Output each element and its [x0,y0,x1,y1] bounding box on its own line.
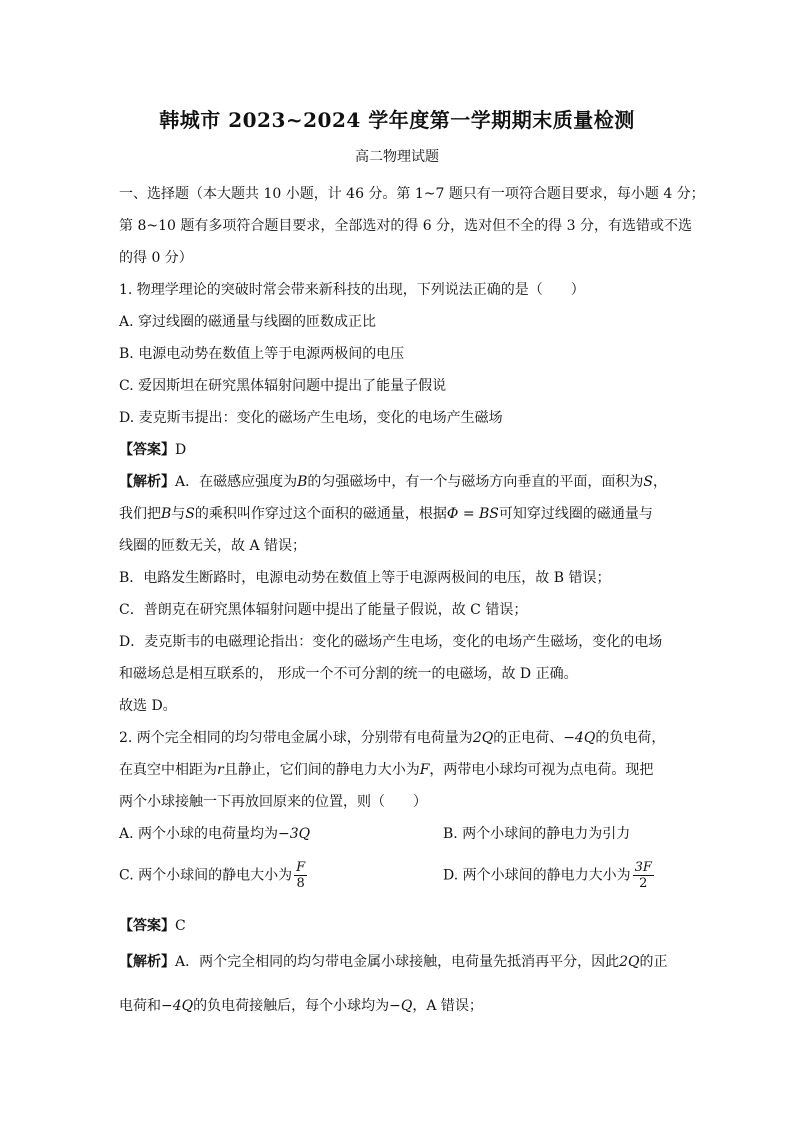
q1-answer-tag: 【答案】 [119,442,175,458]
text-run: 的乘积叫作穿过这个面积的磁通量，根据 [194,506,447,522]
exam-subtitle: 高二物理试题 [355,149,439,165]
math-var: −Q [389,998,413,1014]
q2-option-d [443,860,656,891]
q1-answer-value: D [175,442,187,458]
section-instructions-line-1: 一、选择题（本大题共 10 小题，计 46 分。第 1~7 题只有一项符合题目要求，每小题 4 分； [119,186,705,202]
fraction [294,860,307,891]
fraction-denominator: 2 [639,876,648,891]
text-run: A．两个完全相同的均匀带电金属小球接触，电荷量先抵消再平分，因此 [175,954,620,970]
text-run: 的正 [639,954,668,970]
q1-explanation-line-8: 故选 D。 [119,698,177,714]
q1-explanation-line-2 [119,503,653,523]
fraction-numerator: 3F [634,860,652,875]
q2-stem-line-2 [119,759,653,779]
math-var: −4Q [563,730,596,746]
q2-answer [119,915,186,935]
text-run: 我们把 [119,506,161,522]
q2-answer-tag: 【答案】 [119,918,175,934]
text-run: 电荷和 [119,998,161,1014]
fraction [633,860,654,891]
q1-option-a: A. 穿过线圈的磁通量与线圈的匝数成正比 [119,314,377,330]
q1-stem: 1. 物理学理论的突破时常会带来新科技的出现，下列说法正确的是（ ） [119,282,585,298]
q1-option-d: D. 麦克斯韦提出：变化的磁场产生电场，变化的电场产生磁场 [119,410,503,426]
q1-explanation-line-5: C．普朗克在研究黑体辐射问题中提出了能量子假说，故 C 错误； [119,602,528,618]
q2-option-b: B. 两个小球间的静电力为引力 [443,826,631,842]
fraction-denominator: 8 [296,876,305,891]
fraction-numerator: F [296,860,306,875]
text-run: ，A 错误； [412,998,483,1014]
math-var: S [185,506,195,522]
q1-explanation-line-4: B．电路发生断路时，电源电动势在数值上等于电源两极间的电压，故 B 错误； [119,570,611,586]
section-instructions-line-2: 第 8~10 题有多项符合题目要求，全部选对的得 6 分，选对但不全的得 3 分，有选错或不选 [119,218,692,234]
exam-title: 韩城市 2023~2024 学年度第一学期期末质量检测 [159,108,635,132]
math-var: −3Q [278,826,311,842]
q2-stem-line-3: 两个小球接触一下再放回原来的位置，则（ ） [119,794,427,810]
q1-option-b: B. 电源电动势在数值上等于电源两极间的电压 [119,346,405,362]
text-run: 的负电荷接触后，每个小球均为 [193,998,390,1014]
math-var: 2Q [619,954,640,970]
q2-option-c [119,860,309,891]
q2-option-a [119,823,310,843]
q1-option-c: C. 爱因斯坦在研究黑体辐射问题中提出了能量子假说 [119,378,447,394]
text-run: 且静止，它们间的静电力大小为 [223,762,420,778]
text-run: D. 两个小球间的静电力大小为 [443,867,631,884]
math-var: F [419,762,430,778]
math-var: S [643,474,654,490]
q1-explanation-line-3: 线圈的匝数无关，故 A 错误； [119,538,307,554]
q1-explanation-line-6: D．麦克斯韦的电磁理论指出：变化的磁场产生电场，变化的电场产生磁场，变化的电场 [119,634,663,650]
section-instructions-line-3: 的得 0 分） [119,250,193,266]
text-run: A．在磁感应强度为 [175,474,298,490]
math-var: r [217,762,224,778]
text-run: A. 两个小球的电荷量均为 [119,826,279,842]
q2-explanation-tag: 【解析】 [119,954,175,970]
math-var: B [161,506,172,522]
q1-explanation-line-7: 和磁场总是相互联系的， 形成一个不可分割的统一的电磁场，故 D 正确。 [119,666,578,682]
q1-explanation-line-1 [119,471,667,491]
text-run: ， [653,474,668,490]
text-run: 的正电荷、 [493,730,564,746]
math-var: B [297,474,308,490]
q1-answer [119,439,186,459]
text-run: 的匀强磁场中，有一个与磁场方向垂直的平面，面积为 [307,474,644,490]
q1-explanation-tag: 【解析】 [119,474,175,490]
text-run: 在真空中相距为 [119,762,217,778]
q2-answer-value: C [175,918,186,934]
math-formula: Φ = BS [446,506,499,522]
q2-explanation-line-1 [119,951,668,971]
text-run: 的负电荷， [595,730,666,746]
math-var: 2Q [472,730,494,746]
text-run: 与 [171,506,186,522]
text-run: C. 两个小球间的静电大小为 [119,867,293,884]
math-var: −4Q [161,998,194,1014]
text-run: 2. 两个完全相同的均匀带电金属小球，分别带有电荷量为 [119,730,473,746]
text-run: ，两带电小球均可视为点电荷。现把 [429,762,654,778]
q2-stem-line-1 [119,727,665,747]
q2-explanation-line-2 [119,995,483,1015]
text-run: 可知穿过线圈的磁通量与 [498,506,653,522]
